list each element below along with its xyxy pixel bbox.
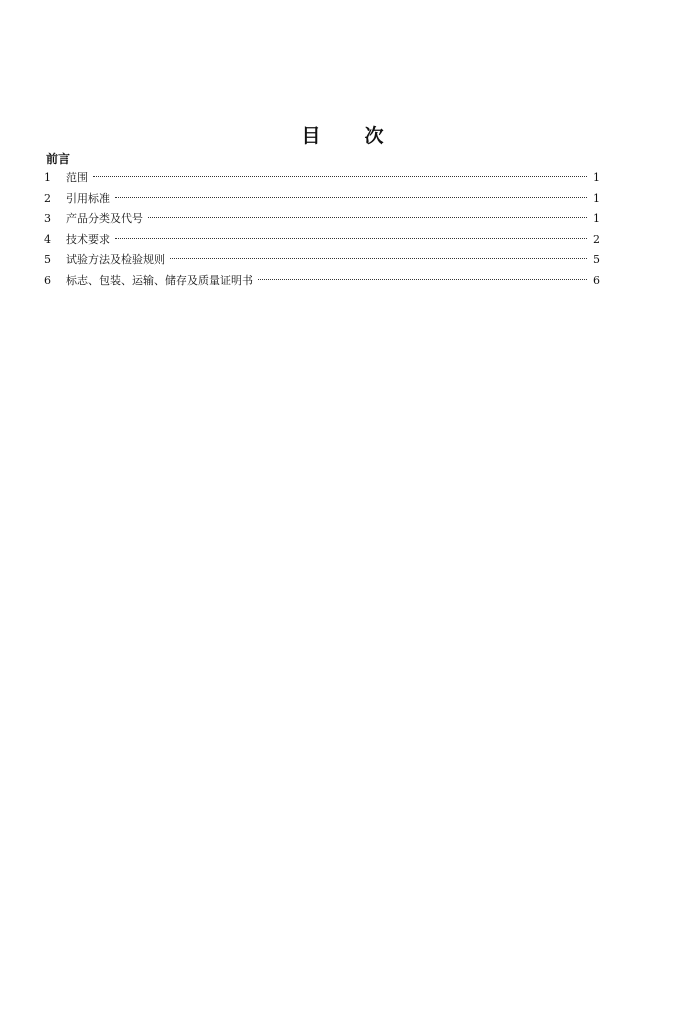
- toc-entry-number: 5: [44, 253, 51, 266]
- toc-entry-number: 4: [44, 232, 51, 246]
- toc-entry-label: 范围: [66, 171, 88, 184]
- toc-entry-label: 试验方法及检验规则: [66, 253, 165, 266]
- toc-entry-page: 1: [593, 171, 600, 184]
- toc-entry: [44, 168, 600, 189]
- toc-entry-page: 5: [593, 253, 600, 266]
- toc-entry-number: 1: [44, 171, 51, 184]
- toc-entry-label: 技术要求: [66, 232, 110, 246]
- toc-entry-label: 产品分类及代号: [66, 212, 143, 225]
- toc-title-part1: 目: [301, 125, 321, 147]
- toc-leader: [115, 238, 587, 239]
- toc-entry: [44, 271, 600, 292]
- toc-entry-page: 1: [593, 212, 600, 225]
- toc-leader: [115, 197, 587, 198]
- toc-entry: [44, 230, 600, 251]
- toc-entry-page: 1: [593, 191, 600, 205]
- toc-leader: [93, 176, 587, 177]
- toc-entry-page: 2: [593, 232, 600, 246]
- toc-entry-page: 6: [593, 273, 600, 287]
- toc-list: [44, 168, 600, 291]
- toc-entry: [44, 189, 600, 210]
- toc-entry-number: 3: [44, 212, 51, 225]
- toc-preface: 前言: [46, 152, 71, 166]
- toc-entry-number: 2: [44, 191, 51, 205]
- toc-entry-number: 6: [44, 273, 51, 287]
- toc-title-part2: 次: [364, 125, 384, 147]
- toc-title: [0, 121, 685, 148]
- toc-leader: [148, 217, 587, 218]
- toc-entry-label: 标志、包装、运输、储存及质量证明书: [66, 273, 253, 287]
- toc-leader: [170, 258, 587, 259]
- toc-entry: [44, 209, 600, 230]
- toc-leader: [258, 279, 587, 280]
- toc-entry: [44, 250, 600, 271]
- toc-entry-label: 引用标准: [66, 191, 110, 205]
